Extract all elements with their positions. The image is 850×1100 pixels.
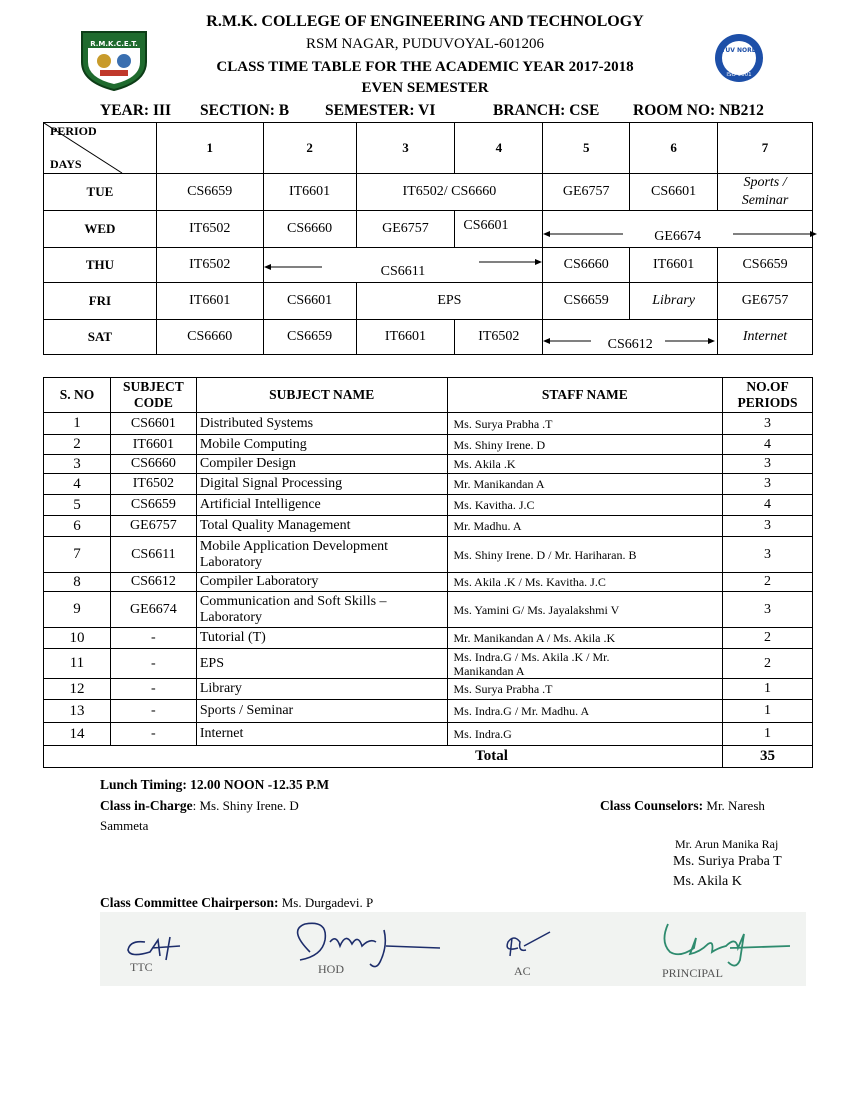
hod-signature: [298, 923, 440, 966]
college-logo: [78, 28, 150, 92]
period-count: 3: [723, 516, 813, 537]
document-title: CLASS TIME TABLE FOR THE ACADEMIC YEAR 2017-2018: [216, 59, 634, 75]
subject-name: Total Quality Management: [196, 516, 447, 537]
period-days-corner: [44, 123, 157, 174]
sig-label-ttc: TTC: [130, 960, 153, 974]
section-label: SECTION: B: [200, 102, 290, 119]
total-row: [44, 746, 813, 768]
subject-name: Artificial Intelligence: [196, 495, 447, 516]
subject-code: -: [110, 628, 196, 649]
timetable-row-thu: [44, 248, 813, 283]
serial-number: 13: [44, 700, 111, 723]
subject-header-row: [44, 378, 813, 413]
period-number: 2: [263, 123, 356, 174]
period-cell: IT6601: [156, 283, 263, 320]
branch-label: BRANCH: CSE: [493, 102, 600, 119]
lab-span-label: CS6612: [607, 337, 653, 352]
day-label: FRI: [44, 283, 157, 320]
serial-number: 9: [44, 592, 111, 628]
period-number: 5: [543, 123, 630, 174]
day-label: THU: [44, 248, 157, 283]
period-cell: CS6601: [455, 211, 543, 248]
signature-strip: [100, 912, 806, 986]
staff-name-line: Manikandan A: [453, 663, 525, 678]
period-count: 3: [723, 592, 813, 628]
principal-signature: [664, 924, 790, 966]
code-header-line: SUBJECT: [122, 379, 184, 394]
room-label: ROOM NO: NB212: [633, 102, 764, 119]
incharge-label: Class in-Charge: [100, 798, 193, 813]
subject-code: CS6611: [110, 537, 196, 573]
class-incharge: [100, 798, 299, 814]
period-cell: CS6659: [543, 283, 630, 320]
period-cell: EPS: [356, 283, 543, 320]
subject-code: IT6601: [110, 435, 196, 455]
days-header: DAYS: [50, 157, 82, 171]
code-header: [110, 378, 196, 413]
incharge-value: : Ms. Shiny Irene. D: [192, 798, 299, 813]
period-cell: GE6757: [543, 174, 630, 211]
subject-row: [44, 723, 813, 746]
staff-name: Ms. Kavitha. J.C: [447, 495, 723, 516]
counselors-label: Class Counselors:: [600, 798, 704, 813]
subject-row: [44, 573, 813, 592]
subject-name: EPS: [196, 649, 447, 679]
subject-name: Compiler Design: [196, 455, 447, 474]
staff-name: Ms. Yamini G/ Ms. Jayalakshmi V: [447, 592, 723, 628]
counselor-name: Mr. Naresh: [706, 798, 765, 813]
period-count: 1: [723, 679, 813, 700]
subject-row: [44, 592, 813, 628]
subject-name: Compiler Laboratory: [196, 573, 447, 592]
period-count: 1: [723, 700, 813, 723]
sno-header: S. NO: [44, 378, 111, 413]
staff-name: Ms. Indra.G: [447, 723, 723, 746]
serial-number: 4: [44, 474, 111, 495]
subject-row: [44, 435, 813, 455]
serial-number: 6: [44, 516, 111, 537]
day-label: TUE: [44, 174, 157, 211]
period-count: 4: [723, 495, 813, 516]
subject-row: [44, 628, 813, 649]
period-cell: IT6502: [455, 320, 543, 355]
period-cell: CS6659: [718, 248, 813, 283]
subject-code: CS6601: [110, 413, 196, 435]
period-cell: GE6757: [356, 211, 455, 248]
period-count: 3: [723, 413, 813, 435]
semester-number-label: SEMESTER: VI: [325, 102, 436, 119]
subject-row: [44, 495, 813, 516]
serial-number: 8: [44, 573, 111, 592]
ttc-signature: [128, 937, 180, 960]
timetable-row-wed: [44, 211, 813, 248]
subject-name-line: Communication and Soft Skills –: [199, 593, 387, 609]
staff-name: Ms. Akila .K: [447, 455, 723, 474]
periods-header: [723, 378, 813, 413]
period-cell: IT6601: [630, 248, 718, 283]
serial-number: 10: [44, 628, 111, 649]
staff-name-header: STAFF NAME: [447, 378, 723, 413]
timetable: [43, 122, 813, 355]
staff-name: Ms. Surya Prabha .T: [447, 679, 723, 700]
chair-value: Ms. Durgadevi. P: [281, 895, 374, 910]
lunch-label: Lunch Timing:: [100, 777, 187, 792]
period-cell-library: Library: [630, 283, 718, 320]
serial-number: 11: [44, 649, 111, 679]
period-count: 3: [723, 474, 813, 495]
period-number: 7: [718, 123, 813, 174]
period-cell: CS6660: [543, 248, 630, 283]
iso-certification-logo: [713, 30, 765, 86]
lab-span-cell: [263, 248, 543, 283]
period-cell: IT6502: [156, 211, 263, 248]
subject-name: Distributed Systems: [196, 413, 447, 435]
staff-name: Ms. Surya Prabha .T: [447, 413, 723, 435]
lunch-value: 12.00 NOON -12.35 P.M: [190, 777, 330, 792]
period-cell: CS6601: [263, 283, 356, 320]
sig-label-principal: PRINCIPAL: [662, 966, 723, 980]
period-count: 3: [723, 537, 813, 573]
serial-number: 2: [44, 435, 111, 455]
timetable-row-tue: [44, 174, 813, 211]
subject-code: GE6757: [110, 516, 196, 537]
periods-header-line: PERIODS: [737, 395, 798, 410]
period-cell: IT6601: [263, 174, 356, 211]
semester-label: EVEN SEMESTER: [361, 80, 489, 96]
subject-row: [44, 455, 813, 474]
period-cell: IT6502/ CS6660: [356, 174, 543, 211]
staff-name: Mr. Madhu. A: [447, 516, 723, 537]
timetable-row-fri: [44, 283, 813, 320]
period-count: 3: [723, 455, 813, 474]
counselor-name: Mr. Arun Manika Raj: [675, 837, 779, 851]
subject-name-header: SUBJECT NAME: [196, 378, 447, 413]
subject-table: [43, 377, 813, 768]
period-number: 4: [455, 123, 543, 174]
subject-code: CS6612: [110, 573, 196, 592]
subject-name: Sports / Seminar: [196, 700, 447, 723]
staff-name: Ms. Indra.G / Mr. Madhu. A: [447, 700, 723, 723]
timetable-header-row: [44, 123, 813, 174]
sports-line: Sports /: [743, 175, 787, 190]
college-name: R.M.K. COLLEGE OF ENGINEERING AND TECHNOLOGY: [206, 13, 644, 30]
lunch-timing: [100, 777, 329, 793]
class-counselors: [600, 798, 765, 814]
period-number: 6: [630, 123, 718, 174]
total-label: Total: [44, 746, 723, 768]
subject-name: Library: [196, 679, 447, 700]
subject-name-line: Laboratory: [199, 609, 263, 625]
svg-text:ISO 9001: ISO 9001: [726, 72, 752, 78]
ac-signature: [507, 932, 550, 956]
staff-name-line: Ms. Indra.G / Ms. Akila .K / Mr.: [453, 649, 610, 664]
period-cell: IT6502: [156, 248, 263, 283]
svg-text:R.M.K.C.E.T.: R.M.K.C.E.T.: [90, 40, 138, 48]
staff-name: Mr. Manikandan A: [447, 474, 723, 495]
subject-name: Mobile Computing: [196, 435, 447, 455]
subject-name: [196, 537, 447, 573]
subject-name: Internet: [196, 723, 447, 746]
subject-row: [44, 516, 813, 537]
period-cell: CS6660: [263, 211, 356, 248]
subject-row: [44, 679, 813, 700]
day-label: WED: [44, 211, 157, 248]
subject-row: [44, 474, 813, 495]
period-cell: IT6601: [356, 320, 455, 355]
period-count: 4: [723, 435, 813, 455]
serial-number: 12: [44, 679, 111, 700]
period-header: PERIOD: [50, 124, 97, 138]
lab-span-label: GE6674: [654, 229, 701, 244]
subject-row: [44, 413, 813, 435]
staff-name: Ms. Akila .K / Ms. Kavitha. J.C: [447, 573, 723, 592]
staff-name: Ms. Shiny Irene. D / Mr. Hariharan. B: [447, 537, 723, 573]
code-header-line: CODE: [133, 395, 173, 410]
committee-chairperson: [100, 895, 373, 911]
period-count: 1: [723, 723, 813, 746]
day-label: SAT: [44, 320, 157, 355]
subject-name-line: Mobile Application Development: [199, 538, 389, 554]
subject-name: Tutorial (T): [196, 628, 447, 649]
lab-span-cell: [543, 320, 718, 355]
subject-row: [44, 700, 813, 723]
sig-label-hod: HOD: [318, 962, 344, 976]
period-count: 2: [723, 649, 813, 679]
seminar-line: Seminar: [741, 193, 789, 208]
staff-name: Ms. Shiny Irene. D: [447, 435, 723, 455]
subject-name-line: Laboratory: [199, 554, 263, 570]
subject-name: [196, 592, 447, 628]
lab-span-label: CS6611: [380, 264, 426, 279]
period-count: 2: [723, 573, 813, 592]
period-cell: CS6659: [263, 320, 356, 355]
subject-code: -: [110, 723, 196, 746]
counselor-name-cont: Sammeta: [100, 818, 149, 833]
period-number: 3: [356, 123, 455, 174]
subject-code: CS6660: [110, 455, 196, 474]
subject-row: [44, 649, 813, 679]
serial-number: 7: [44, 537, 111, 573]
counselor-name: Ms. Akila K: [673, 874, 742, 889]
svg-text:TUV NORD: TUV NORD: [721, 47, 757, 54]
subject-code: -: [110, 700, 196, 723]
serial-number: 14: [44, 723, 111, 746]
subject-code: IT6502: [110, 474, 196, 495]
counselor-name: Ms. Suriya Praba T: [673, 854, 782, 869]
subject-code: CS6659: [110, 495, 196, 516]
subject-row: [44, 537, 813, 573]
subject-rows: [44, 413, 813, 746]
subject-code: -: [110, 649, 196, 679]
serial-number: 1: [44, 413, 111, 435]
period-cell: CS6660: [156, 320, 263, 355]
periods-header-line: NO.OF: [746, 379, 789, 394]
lab-span-cell: [543, 211, 813, 248]
period-cell: CS6601: [630, 174, 718, 211]
period-number: 1: [156, 123, 263, 174]
period-cell: CS6659: [156, 174, 263, 211]
year-label: YEAR: III: [100, 102, 172, 119]
subject-code: GE6674: [110, 592, 196, 628]
staff-name: [447, 649, 723, 679]
total-value: 35: [723, 746, 813, 768]
period-cell: GE6757: [718, 283, 813, 320]
subject-name: Digital Signal Processing: [196, 474, 447, 495]
period-cell-sports: [718, 174, 813, 211]
staff-name: Mr. Manikandan A / Ms. Akila .K: [447, 628, 723, 649]
college-address: RSM NAGAR, PUDUVOYAL-601206: [306, 36, 544, 52]
timetable-row-sat: [44, 320, 813, 355]
period-cell-internet: Internet: [718, 320, 813, 355]
subject-code: -: [110, 679, 196, 700]
serial-number: 5: [44, 495, 111, 516]
serial-number: 3: [44, 455, 111, 474]
chair-label: Class Committee Chairperson:: [100, 895, 279, 910]
period-count: 2: [723, 628, 813, 649]
sig-label-ac: AC: [514, 964, 531, 978]
